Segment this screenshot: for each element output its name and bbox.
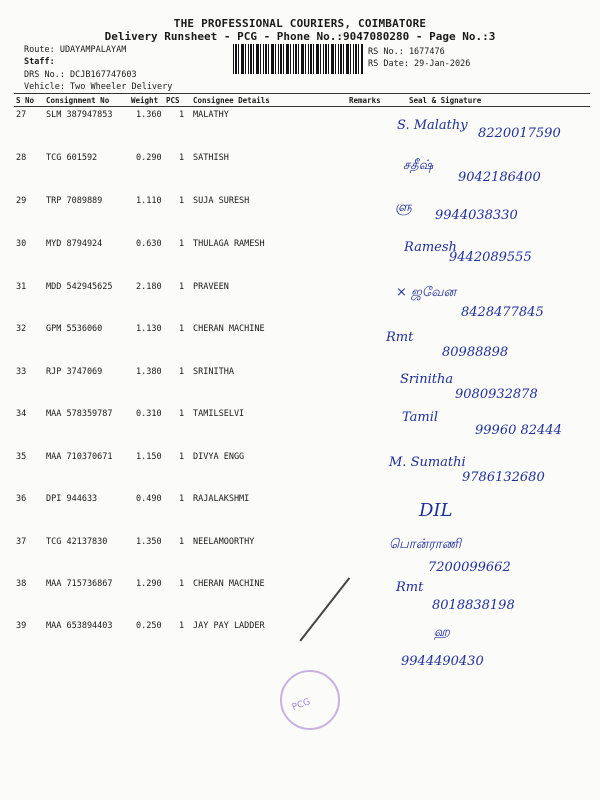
col-sno: S No [16, 96, 35, 105]
cell-consignment: MYD 8794924 [46, 239, 103, 249]
cell-pcs: 1 [179, 153, 185, 163]
cell-weight: 1.380 [136, 367, 162, 377]
cell-sno: 38 [16, 579, 27, 589]
cell-pcs: 1 [179, 409, 185, 419]
cell-pcs: 1 [179, 324, 185, 334]
table-row [0, 110, 600, 124]
cell-sno: 36 [16, 494, 27, 504]
cell-consignment: MAA 578359787 [46, 409, 113, 419]
table-row [0, 537, 600, 551]
signature-name: சதீஷ் [403, 158, 434, 173]
signature-phone: 9442089555 [449, 250, 532, 265]
rs-date: RS Date: 29-Jan-2026 [368, 59, 471, 69]
cell-pcs: 1 [179, 494, 185, 504]
cell-pcs: 1 [179, 367, 185, 377]
signature-phone: 7200099662 [428, 560, 511, 575]
signature-name: Ramesh [404, 240, 457, 255]
cell-pcs: 1 [179, 537, 185, 547]
company-title: THE PROFESSIONAL COURIERS, COIMBATORE [173, 17, 427, 30]
signature-name: DIL [419, 500, 453, 521]
runsheet-title: Delivery Runsheet - PCG - Phone No.:9047080280 - Page No.:3 [104, 30, 496, 43]
cell-weight: 1.110 [136, 196, 162, 206]
cell-consignee: NEELAMOORTHY [193, 537, 255, 547]
col-seal-signature: Seal & Signature [409, 96, 482, 105]
cell-pcs: 1 [179, 282, 185, 292]
cell-pcs: 1 [179, 621, 185, 631]
signature-name: Srinitha [400, 372, 454, 387]
table-row [0, 452, 600, 466]
table-row [0, 579, 600, 593]
signature-phone: 9944038330 [435, 208, 518, 223]
signature-name: பொன்ராணி [389, 537, 462, 552]
cell-weight: 2.180 [136, 282, 162, 292]
drs-number: DRS No.: DCJB167747603 [24, 70, 137, 80]
cell-consignee: DIVYA ENGG [193, 452, 245, 462]
cell-consignment: MAA 715736867 [46, 579, 113, 589]
cell-consignment: TCG 601592 [46, 153, 98, 163]
table-row [0, 494, 600, 508]
signature-phone: 8018838198 [432, 598, 515, 613]
table-row [0, 409, 600, 423]
cell-weight: 1.290 [136, 579, 162, 589]
cell-consignment: MAA 710370671 [46, 452, 113, 462]
table-row [0, 367, 600, 381]
cell-sno: 30 [16, 239, 27, 249]
cell-sno: 31 [16, 282, 27, 292]
cell-weight: 0.630 [136, 239, 162, 249]
col-remarks: Remarks [349, 96, 381, 105]
cell-sno: 32 [16, 324, 27, 334]
header-top-rule [14, 93, 590, 94]
cell-sno: 37 [16, 537, 27, 547]
cell-consignee: CHERAN MACHINE [193, 579, 265, 589]
cell-weight: 1.360 [136, 110, 162, 120]
signature-name: Tamil [402, 410, 439, 425]
cell-consignment: TRP 7089889 [46, 196, 103, 206]
signature-name: S. Malathy [397, 118, 468, 133]
col-consignment: Consignment No [46, 96, 110, 105]
cell-consignee: CHERAN MACHINE [193, 324, 265, 334]
stamp-label: PCG [290, 697, 312, 713]
route-label: Route: UDAYAMPALAYAM [24, 45, 127, 55]
signature-name: × ஜவேன [396, 285, 457, 300]
signature-phone: 9080932878 [455, 387, 538, 402]
cell-sno: 33 [16, 367, 27, 377]
signature-name: M. Sumathi [389, 455, 466, 470]
cell-pcs: 1 [179, 196, 185, 206]
table-row [0, 324, 600, 338]
cell-consignment: DPI 944633 [46, 494, 98, 504]
cell-sno: 35 [16, 452, 27, 462]
signature-name: Rmt [386, 330, 414, 345]
cell-pcs: 1 [179, 110, 185, 120]
cell-weight: 1.150 [136, 452, 162, 462]
cell-consignment: MDD 542945625 [46, 282, 113, 292]
signature-name: Rmt [396, 580, 424, 595]
rs-number: RS No.: 1677476 [368, 47, 445, 57]
cell-consignment: RJP 3747069 [46, 367, 103, 377]
cell-weight: 0.250 [136, 621, 162, 631]
cell-consignee: JAY PAY LADDER [193, 621, 265, 631]
cell-consignment: GPM 5536060 [46, 324, 103, 334]
signature-phone: 8428477845 [461, 305, 544, 320]
cell-consignee: SATHISH [193, 153, 229, 163]
col-weight: Weight [131, 96, 159, 105]
cell-consignee: SRINITHA [193, 367, 234, 377]
cell-consignee: THULAGA RAMESH [193, 239, 265, 249]
cell-sno: 34 [16, 409, 27, 419]
cell-sno: 39 [16, 621, 27, 631]
cell-sno: 27 [16, 110, 27, 120]
header-bottom-rule [14, 106, 590, 107]
staff-label: Staff: [24, 57, 55, 67]
signature-name: ளு [395, 200, 412, 215]
cell-sno: 29 [16, 196, 27, 206]
cell-consignment: MAA 653894403 [46, 621, 113, 631]
signature-phone: 9042186400 [458, 170, 541, 185]
cell-weight: 0.290 [136, 153, 162, 163]
cell-consignment: TCG 42137830 [46, 537, 108, 547]
signature-phone: 9786132680 [462, 470, 545, 485]
cell-consignee: PRAVEEN [193, 282, 229, 292]
cell-pcs: 1 [179, 579, 185, 589]
signature-phone: 8220017590 [478, 126, 561, 141]
cell-weight: 1.130 [136, 324, 162, 334]
cell-sno: 28 [16, 153, 27, 163]
signature-phone: 80988898 [442, 345, 509, 360]
cell-consignment: SLM 387947853 [46, 110, 113, 120]
cell-pcs: 1 [179, 452, 185, 462]
col-pcs: PCS [166, 96, 180, 105]
cell-weight: 0.310 [136, 409, 162, 419]
cell-weight: 1.350 [136, 537, 162, 547]
table-row [0, 282, 600, 296]
cell-pcs: 1 [179, 239, 185, 249]
cell-weight: 0.490 [136, 494, 162, 504]
barcode [233, 44, 363, 74]
signature-phone: 9944490430 [401, 654, 484, 669]
cell-consignee: SUJA SURESH [193, 196, 250, 206]
vehicle-label: Vehicle: Two Wheeler Delivery [24, 82, 173, 92]
signature-phone: 99960 82444 [475, 423, 562, 438]
cell-consignee: RAJALAKSHMI [193, 494, 250, 504]
table-row [0, 621, 600, 635]
cell-consignee: MALATHY [193, 110, 229, 120]
col-consignee: Consignee Details [193, 96, 270, 105]
signature-name: ஹ [434, 625, 450, 640]
cell-consignee: TAMILSELVI [193, 409, 245, 419]
table-row [0, 153, 600, 167]
